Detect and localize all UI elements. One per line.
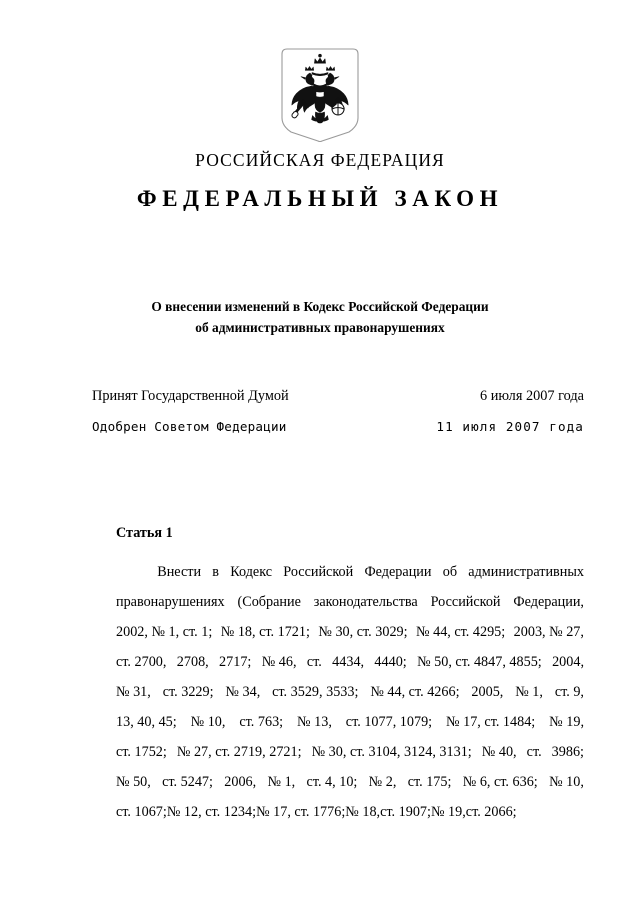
article-paragraph-line — [116, 587, 584, 617]
text-segment: № 18, ст. 1721; — [220, 624, 310, 640]
text-segment: 4440; — [374, 654, 407, 670]
text-segment: ст. 175; — [407, 774, 452, 790]
text-segment: № 34, — [225, 684, 261, 700]
text-segment: № 10, — [549, 774, 584, 790]
text-segment: № 19, — [430, 804, 466, 820]
text-segment: № 13, — [297, 714, 332, 730]
text-segment: ст. 1907; — [380, 804, 431, 820]
title-block — [0, 150, 640, 213]
text-segment: 2004, — [552, 654, 584, 670]
article-paragraph — [116, 557, 584, 827]
text-segment: № 30, ст. 3029; — [318, 624, 408, 640]
text-segment: ст. 3229; — [162, 684, 214, 700]
text-segment: об — [442, 564, 458, 580]
text-segment: ст. 9, — [554, 684, 584, 700]
text-segment: ст. 5247; — [162, 774, 213, 790]
text-segment: ст. — [526, 744, 542, 760]
text-segment: ст. 2066; — [465, 804, 517, 820]
article-paragraph-line — [116, 737, 584, 767]
adoption-row-duma — [92, 386, 584, 406]
adoption-date-duma: 6 июля 2007 года — [479, 388, 584, 404]
text-segment: 2005, — [471, 684, 504, 700]
article-paragraph-line — [116, 677, 584, 707]
text-segment: № 46, — [261, 654, 297, 670]
text-segment: административных — [468, 564, 584, 580]
law-subtitle-line-1: О внесении изменений в Кодекс Российской Федерации — [151, 299, 489, 314]
text-segment: Российской — [283, 564, 354, 580]
law-subtitle — [100, 296, 540, 338]
text-segment: № 40, — [481, 744, 517, 760]
text-segment: ст. 763; — [239, 714, 284, 730]
coat-of-arms-container — [0, 46, 640, 142]
adoption-label-duma: Принят Государственной Думой — [92, 388, 289, 404]
adoption-row-council — [92, 417, 584, 437]
law-title: ФЕДЕРАЛЬНЫЙ ЗАКОН — [136, 186, 504, 211]
text-segment: № 1, — [515, 684, 543, 700]
text-segment: № 44, ст. 4266; — [370, 684, 460, 700]
text-segment: № 6, ст. 636; — [462, 774, 538, 790]
text-segment: 2003, № 27, — [513, 624, 584, 640]
text-segment: Российской — [430, 594, 501, 610]
text-segment: 13, 40, 45; — [116, 714, 177, 730]
text-segment: 2708, — [176, 654, 209, 670]
text-segment: № 2, — [368, 774, 397, 790]
text-segment: законодательства — [313, 594, 418, 610]
text-segment: № 27, ст. 2719, 2721; — [176, 744, 302, 760]
text-segment: 3986; — [551, 744, 584, 760]
article-paragraph-line — [116, 557, 584, 587]
text-segment: ст. 4, 10; — [306, 774, 358, 790]
article-heading: Статья 1 — [116, 525, 173, 541]
text-segment: № 1, — [267, 774, 296, 790]
text-segment: № 12, ст. 1234; — [166, 804, 257, 820]
text-segment: № 10, — [190, 714, 226, 730]
text-segment: Кодекс — [230, 564, 273, 580]
text-segment: ст. 3529, 3533; — [272, 684, 359, 700]
text-segment: правонарушениях — [116, 594, 225, 610]
text-segment: 2006, — [224, 774, 257, 790]
text-segment: (Собрание — [237, 594, 301, 610]
text-segment: ст. 2700, — [116, 654, 167, 670]
text-segment: 4434, — [332, 654, 365, 670]
text-segment: № 44, ст. 4295; — [416, 624, 506, 640]
text-segment: ст. 1077, 1079; — [345, 714, 433, 730]
text-segment: № 18, — [345, 804, 381, 820]
article-paragraph-line — [116, 617, 584, 647]
text-segment: № 50, ст. 4847, 4855; — [417, 654, 542, 670]
text-segment: № 17, ст. 1484; — [446, 714, 536, 730]
text-segment: № 19, — [549, 714, 584, 730]
country-title: РОССИЙСКАЯ ФЕДЕРАЦИЯ — [195, 150, 445, 170]
russian-coat-of-arms-icon — [279, 46, 361, 142]
adoption-date-council: 11 июля 2007 года — [436, 419, 584, 434]
text-segment: ст. — [306, 654, 322, 670]
text-segment: в — [212, 564, 219, 580]
text-segment: № 30, ст. 3104, 3124, 3131; — [311, 744, 472, 760]
article-paragraph-line — [116, 707, 584, 737]
text-segment: ст. 1752; — [116, 744, 167, 760]
text-segment: № 50, — [116, 774, 151, 790]
text-segment: № 17, ст. 1776; — [256, 804, 346, 820]
text-segment: Внести — [157, 564, 202, 580]
adoption-label-council: Одобрен Советом Федерации — [92, 419, 287, 434]
text-segment: 2002, № 1, ст. 1; — [116, 624, 213, 640]
law-subtitle-line-2: об административных правонарушениях — [195, 320, 445, 335]
text-segment: ст. 1067; — [116, 804, 167, 820]
adoption-block — [92, 386, 584, 437]
text-segment: 2717; — [219, 654, 252, 670]
text-segment: № 31, — [116, 684, 151, 700]
article-paragraph-line — [116, 647, 584, 677]
document-body — [116, 523, 584, 827]
paragraph-indent — [116, 557, 146, 587]
article-paragraph-line — [116, 767, 584, 797]
text-segment: Федерации, — [513, 594, 584, 610]
article-paragraph-line — [116, 797, 584, 827]
text-segment: Федерации — [364, 564, 432, 580]
